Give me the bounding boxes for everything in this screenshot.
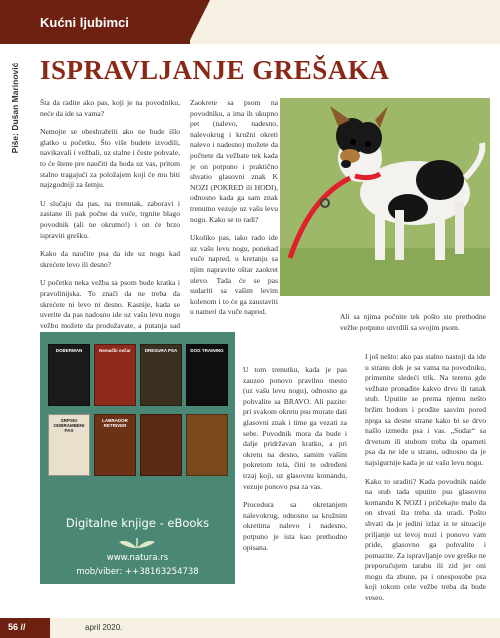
page-number: 56 // bbox=[8, 622, 26, 632]
paragraph: U slučaju da pas, na trenutak, zaboravi i zastane ili pak počne da vuče, trgnite blago povodnik (ali ne okrutno!) i on će brzo ispraviti grešku. bbox=[40, 198, 180, 240]
paragraph: Nemojte se obeshrabriti ako ne bude išlo glatko u početku. Što više budete izvodili, navikavali i vežbali, uz stalne i česte pohvale, to će štene pre naučiti da hoda uz vas, pritom stalno tragajući za položajem koji će mu biti najzgodniji za šetnju. bbox=[40, 127, 180, 190]
paragraph: Kako da naučite psa da ide uz nogu kad skrećete levo ili desno? bbox=[40, 249, 180, 269]
book-cover[interactable]: DOG TRAINING bbox=[186, 344, 228, 406]
book-cover[interactable] bbox=[186, 414, 228, 476]
paragraph: U početku neka vežba sa psom bude kratka i pravolinijska. To znači da ne treba da skrećete ni levo ni desno. Kasnije, kada se uverite da pas nadosno ide uz vašu levu nogu vežbu možete da produžavate, a putanja sad bbox=[40, 278, 180, 330]
column-4 bbox=[340, 312, 486, 341]
book-cover[interactable]: SRPSKI ODBRAMBENI PAS bbox=[48, 414, 90, 476]
page-footer bbox=[0, 618, 500, 638]
book-cover[interactable]: DRESURA PSA bbox=[140, 344, 182, 406]
header-fold bbox=[188, 0, 210, 44]
column-1 bbox=[40, 98, 180, 350]
paragraph: I još nešto: ako pas stalno nastoji da ide u stranu dok je sa vama na povodniku, primenite sledeći trik. Na terenu gde vežbate pronađite kakvo drvo ili tanak stub. Uputite se prema njemu nešto bržim hodom i prođite sasvim pored njega sa desne strane kako bi se drvo našlo između psa i vas. „Sudar“ sa drvetom ili stubom treba da opameti psa da ne ide u stranu, odnosno da je najsigurnije kada je uz vašu levu nogu. bbox=[365, 352, 486, 467]
page-number-box bbox=[0, 618, 50, 638]
author-text: Piše: Dušan Marinović bbox=[10, 62, 20, 153]
author-byline bbox=[9, 55, 21, 160]
ad-phone: mob/viber: ++38163254738 bbox=[76, 567, 199, 577]
ebooks-ad[interactable] bbox=[40, 332, 235, 584]
paragraph: Kako to uraditi? Kada povodnik naide na stub tada uputite psu glasovnu komandu K NOZI i pričekajte malo da on shvati šta treba da uradi. Pošto shvati da je jedini izlaz iz te situacije priljanje uz levoj nozi i ponovo vam priđe, glasovno ga pohvalite i pomazite. Za ispravljanje ove greške ne preporučujem tarabu ili zid jer oni mogu da zbune, pa i onesposobe psa koji tokom cele vežbe treba da bude veseo. bbox=[365, 476, 486, 603]
column-5 bbox=[365, 352, 486, 612]
leaf-logo-icon bbox=[117, 536, 157, 550]
paragraph: Ukoliko pas, iako rado ide uz vašu levu nogu, ponekad vuče napred, u kretanju sa njim napravite oštar zaokret ulevo. Tada će se pas sudariti sa vašim levim kolenom i to će ga zaustaviti u nameri da vuče napred. bbox=[190, 233, 278, 317]
column-2 bbox=[190, 98, 278, 326]
paragraph: Šta da radite ako pas, koji je na povodniku, neće da ide sa vama? bbox=[40, 98, 180, 118]
paragraph: U tom trenutku, kada je pas zauzeo ponovo pravilno mesto (uz vašu levu nogu), odnosno ga pohvalite sa BRAVO. Ali pazite: pri svakom okretu psu morate dati glasovni znak i time ga vezati za sebe. Povodnik mora da bude i dalje pridržavan kratko, a pri okretu na desno, samim vašim pokretom tela, čini te određeni trzaj koji, uz glasovnu komandu, vezuje ponovo psa za vas. bbox=[243, 365, 347, 491]
book-cover[interactable]: Nemački ovčar bbox=[94, 344, 136, 406]
paragraph: Zaokrete sa psom na povodniku, a ima ih ukupno pet (nalevo, nadesno, nalevokrug i kružni okreti nalevo i nadesno) možete da počnete da vežbate tek kada je on potpuno i praktično shvatio glasovni znak K NOZI (POKRED ili HODI), odnosno kada ga sam znak trenutno vezuje uz vašu levu nogu. Kako se to radi? bbox=[190, 98, 278, 224]
section-title: Kućni ljubimci bbox=[40, 15, 129, 30]
issue-date: april 2020. bbox=[85, 623, 123, 632]
dog-illustration bbox=[280, 98, 490, 296]
book-cover[interactable] bbox=[140, 414, 182, 476]
page-header bbox=[0, 0, 500, 44]
book-cover[interactable]: DOBERMAN bbox=[48, 344, 90, 406]
ad-url-link[interactable]: www.natura.rs bbox=[106, 553, 169, 563]
article-title: ISPRAVLJANJE GREŠAKA bbox=[40, 55, 390, 85]
column-3 bbox=[243, 365, 347, 561]
paragraph: Ali sa njima počnite tek pošto ste prethodne vežbe potpuno utvrdili sa svojim psom. bbox=[340, 312, 486, 332]
dog-photo bbox=[280, 98, 490, 296]
book-cover[interactable]: LABRADOR RETRIVER bbox=[94, 414, 136, 476]
paragraph: Procedura sa okretanjem nalevokrug, odnosno sa kružnim okretima nalevo i nadesno, potpuno je ista kao prethodno opisana. bbox=[243, 500, 347, 552]
ad-tagline: Digitalne knjige - eBooks bbox=[65, 516, 210, 530]
